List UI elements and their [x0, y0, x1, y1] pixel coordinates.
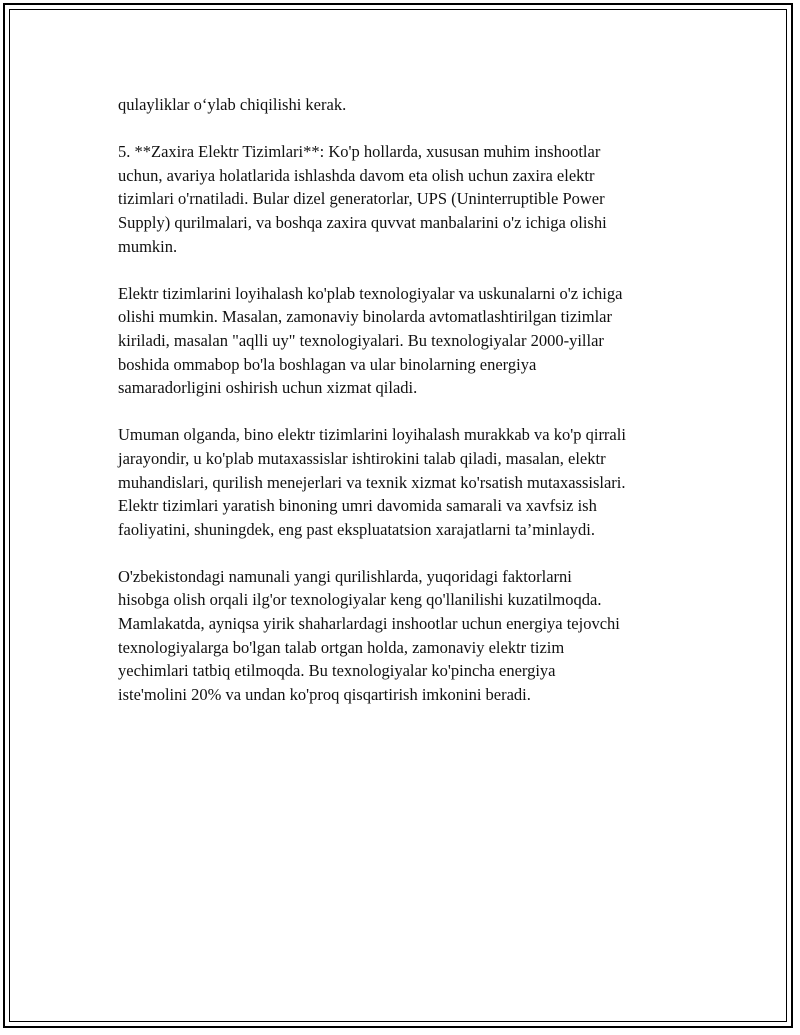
paragraph-continuation: qulayliklar o‘ylab chiqilishi kerak. [118, 95, 347, 114]
paragraph-design-technologies: Elektr tizimlarini loyihalash ko'plab texnologiyalar va uskunalarni o'z ichiga olishi mumkin. Masalan, zamonaviy binolarda avtomatlashtirilgan tizimlar kiriladi, masalan "aqlli uy" texnologiyalari. Bu texnologiyalar 2000-yillar boshida ommabop bo'la boshlagan va ular binolarning energiya samaradorligini oshirish uchun xizmat qiladi. [118, 283, 623, 398]
paragraph-summary: Umuman olganda, bino elektr tizimlarini loyihalash murakkab va ko'p qirrali jarayondir, u ko'plab mutaxassislar ishtirokini talab qiladi, masalan, elektr muhandislari, qurilish menejerlari va texnik xizmat ko'rsatish mutaxassislari. Elektr tizimlari yaratish binoning umri davomida samarali va xavfsiz ish faoliyatini, shuningdek, eng past ekspluatatsion xarajatlarni ta’minlaydi. [118, 425, 626, 539]
paragraph-backup-power: 5. **Zaxira Elektr Tizimlari**: Ko'p hollarda, xususan muhim inshootlar uchun, avariya holatlarida ishlashda davom eta olish uchun zaxira elektr tizimlari o'rnatiladi. Bular dizel generatorlar, UPS (Uninterruptible Power Supply) qurilmalari, va boshqa zaxira quvvat manbalarini o'z ichiga olishi mumkin. [118, 142, 607, 256]
paragraph-uzbekistan: O'zbekistondagi namunali yangi qurilishlarda, yuqoridagi faktorlarni hisobga olish orqali ilg'or texnologiyalar keng qo'llanilishi kuzatilmoqda. Mamlakatda, ayniqsa yirik shaharlardagi inshootlar uchun energiya tejovchi texnologiyalarga bo'lgan talab ortgan holda, zamonaviy elektr tizim yechimlari tatbiq etilmoqda. Bu texnologiyalar ko'pincha energiya iste'molini 20% va undan ko'proq qisqartirish imkonini beradi. [118, 566, 620, 704]
document-body [118, 93, 708, 730]
